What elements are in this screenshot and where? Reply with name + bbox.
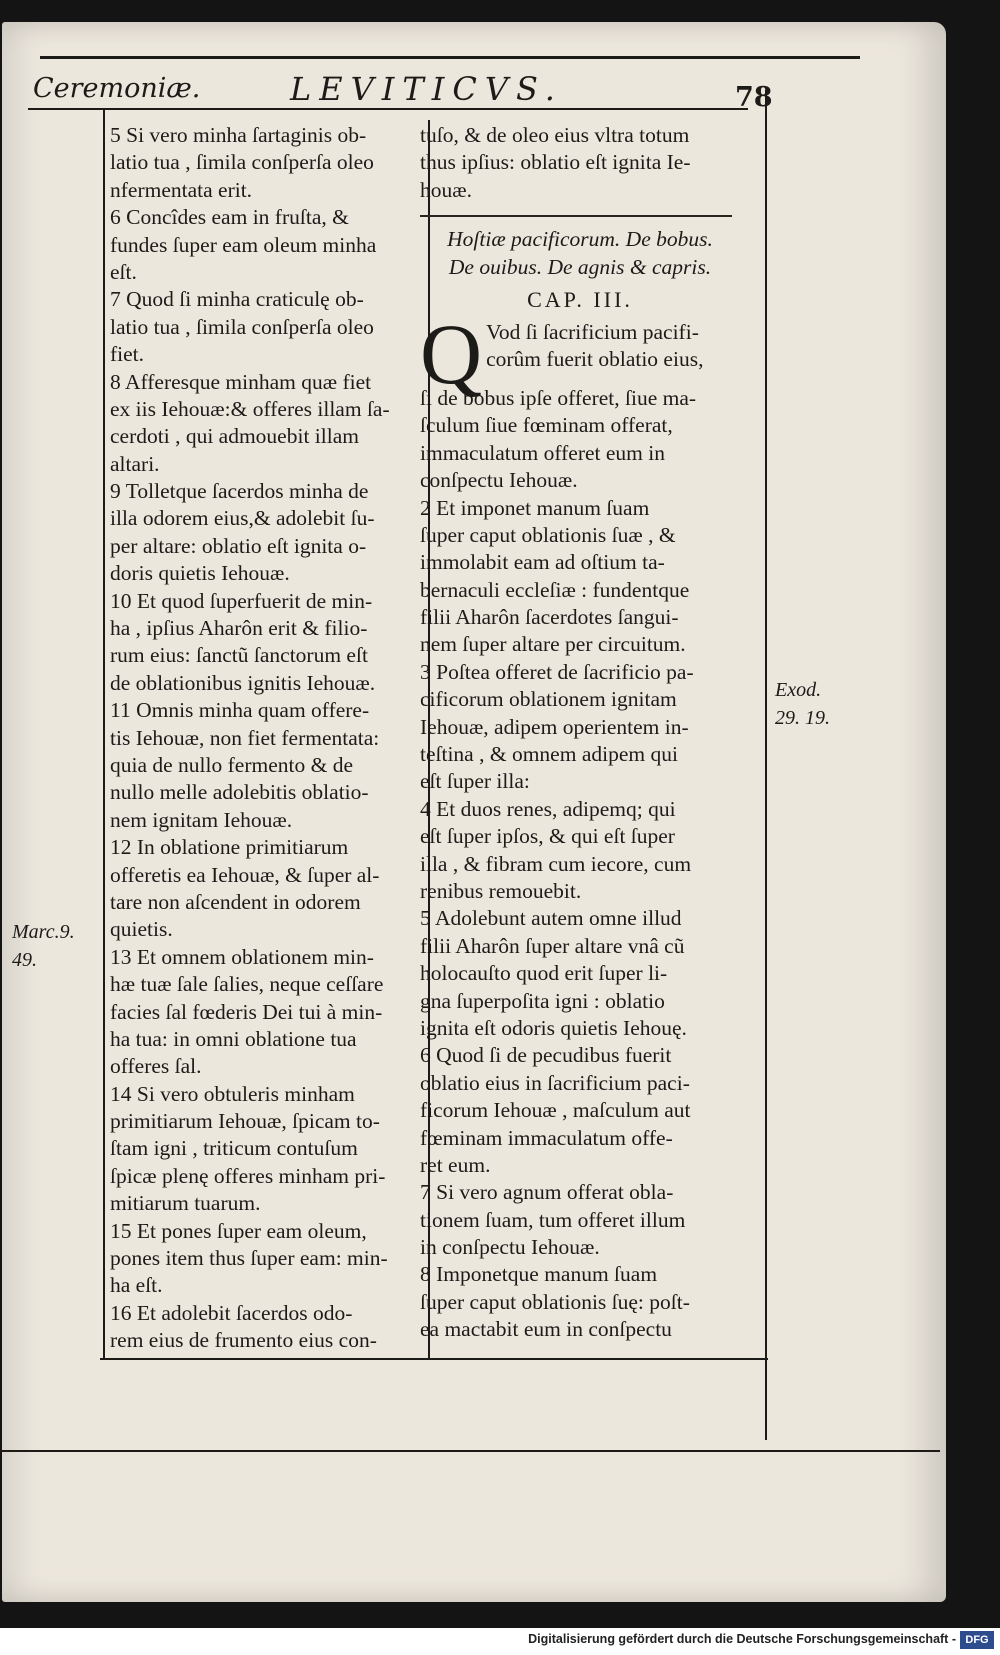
text-line: immolabit eam ad oſtium ta- [420, 550, 665, 575]
header-rule [28, 108, 748, 110]
text-line: per altare: oblatio eſt ignita o- [110, 533, 367, 558]
text-line: ret eum. [420, 1152, 491, 1177]
text-line: eſt ſuper illa: [420, 769, 530, 794]
margin-note-mark [12, 918, 75, 974]
text-line: 16 Et adolebit ſacerdos odo- [110, 1300, 353, 1325]
footer-rule [0, 1450, 940, 1452]
text-line: 13 Et omnem oblationem min- [110, 944, 374, 969]
text-line: eſt ſuper ipſos, & qui eſt ſuper [420, 824, 675, 849]
margin-note-exodus [775, 676, 830, 732]
text-line: 10 Et quod ſuperfuerit de min- [110, 588, 373, 613]
dfg-logo: DFG [960, 1631, 994, 1649]
bottom-rule [100, 1358, 768, 1360]
text-line: renibus remouebit. [420, 878, 582, 903]
text-line: mitiarum tuarum. [110, 1191, 261, 1216]
text-line: 2 Et imponet manum ſuam [420, 495, 650, 520]
margin-note-line: Marc.9. [12, 921, 75, 943]
text-line: ſtam igni , triticum contuſum [110, 1136, 358, 1161]
right-column-rule [765, 90, 767, 1440]
text-line: ex iis Iehouæ:& offeres illam ſa- [110, 396, 390, 421]
text-line: 5 Si vero minha ſartaginis ob- [110, 123, 367, 147]
text-line: holocauſto quod erit ſuper li- [420, 961, 668, 986]
text-line: illa , & fibram cum iecore, cum [420, 851, 692, 876]
section-title [420, 226, 740, 281]
text-line: fundes ſuper eam oleum minha [110, 232, 377, 257]
text-line: ha tua: in omni oblatione tua [110, 1026, 357, 1051]
text-line: nem ſuper altare per circuitum. [420, 632, 686, 657]
text-line: ſculum ſiue fœminam offerat, [420, 413, 673, 438]
text-line: facies ſal fœderis Dei tui à min- [110, 999, 383, 1024]
text-line: de oblationibus ignitis Iehouæ. [110, 670, 376, 695]
text-line: 14 Si vero obtuleris minham [110, 1081, 355, 1106]
right-text-column [420, 122, 740, 1344]
text-line: ha , ipſius Aharôn erit & filio- [110, 616, 368, 641]
text-line: rem eius de frumento eius con- [110, 1328, 377, 1353]
text-line: ea mactabit eum in conſpectu [420, 1317, 672, 1342]
text-line: ficorum Iehouæ , maſculum aut [420, 1098, 691, 1123]
text-line: cerdoti , qui admouebit illam [110, 424, 359, 449]
text-line: houæ. [420, 177, 472, 202]
text-line: latio tua , ſimila conſperſa oleo [110, 314, 374, 339]
text-line: primitiarum Iehouæ, ſpicam to- [110, 1109, 380, 1134]
text-line: 3 Poſtea offeret de ſacrificio pa- [420, 659, 694, 684]
text-line: quietis. [110, 917, 173, 942]
text-line: Vod ſi ſacrificium pacifi- [486, 319, 699, 344]
text-line: tuſo, & de oleo eius vltra totum [420, 123, 690, 147]
text-line: 5 Adolebunt autem omne illud [420, 906, 682, 931]
text-line: ſuper caput oblationis ſuę: poſt- [420, 1289, 690, 1314]
text-line: 4 Et duos renes, adipemq; qui [420, 796, 676, 821]
text-line: pones item thus ſuper eam: min- [110, 1246, 388, 1271]
text-line: tionem ſuam, tum offeret illum [420, 1207, 686, 1232]
text-line: 7 Si vero agnum offerat obla- [420, 1180, 674, 1205]
text-line: in conſpectu Iehouæ. [420, 1235, 600, 1260]
running-head: Ceremoniæ. [33, 73, 201, 104]
text-line: tis Iehouæ, non fiet fermentata: [110, 725, 380, 750]
text-line: ſpicæ plenę offeres minham pri- [110, 1163, 386, 1188]
text-line: 11 Omnis minha quam offere- [110, 698, 370, 723]
text-line: 8 Afferesque minham quæ fiet [110, 369, 372, 394]
text-line: immaculatum offeret eum in [420, 440, 665, 465]
text-line: 15 Et pones ſuper eam oleum, [110, 1218, 367, 1243]
text-line: bernaculi eccleſiæ : fundentque [420, 577, 690, 602]
text-line: conſpectu Iehouæ. [420, 468, 578, 493]
text-line: 6 Quod ſi de pecudibus fuerit [420, 1043, 672, 1068]
text-line: 6 Concîdes eam in fruſta, & [110, 205, 349, 230]
section-title-line: De ouibus. De agnis & capris. [448, 254, 712, 279]
text-line: filii Aharôn ſuper altare vnâ cũ [420, 933, 685, 958]
text-line: nfermentata erit. [110, 177, 253, 202]
text-line: cificorum oblationem ignitam [420, 687, 677, 712]
chapter-heading: CAP. III. [527, 286, 633, 312]
drop-cap: Q [420, 305, 483, 402]
section-separator [420, 204, 740, 226]
text-line: corûm fuerit oblatio eius, [486, 347, 704, 372]
text-line: teſtina , & omnem adipem qui [420, 742, 678, 767]
text-line: ignita eſt odoris quietis Iehouę. [420, 1015, 687, 1040]
text-line: nullo melle adolebitis oblatio- [110, 780, 369, 805]
chapter-body [420, 385, 740, 1344]
text-line: eſt. [110, 259, 137, 284]
text-line: 12 In oblatione primitiarum [110, 835, 349, 860]
text-line: ha eſt. [110, 1273, 163, 1298]
text-line: tare non aſcendent in odorem [110, 889, 361, 914]
margin-note-line: 29. 19. [775, 707, 830, 729]
text-line: ſuper caput oblationis ſuæ , & [420, 522, 676, 547]
text-line: rum eius: ſanctũ ſanctorum eſt [110, 643, 368, 668]
footer-credit: Digitalisierung gefördert durch die Deutsche Forschungsgemeinschaft - [528, 1632, 956, 1646]
margin-note-line: Exod. [775, 679, 822, 701]
page-title: LEVITICVS. [290, 70, 563, 108]
text-line: 8 Imponetque manum ſuam [420, 1262, 658, 1287]
text-line: ſi de bobus ipſe offeret, ſiue ma- [420, 385, 697, 410]
text-line: 9 Tolletque ſacerdos minha de [110, 479, 369, 504]
text-line: hæ tuæ ſale ſalies, neque ceſſare [110, 972, 384, 997]
text-line: offeres ſal. [110, 1054, 202, 1079]
text-line: nem ignitam Iehouæ. [110, 807, 293, 832]
text-line: latio tua , ſimila conſperſa oleo [110, 150, 374, 175]
left-text-column [110, 122, 420, 1355]
text-line: doris quietis Iehouæ. [110, 561, 290, 586]
text-line: gna ſuperpoſita igni : oblatio [420, 988, 665, 1013]
top-rule [40, 56, 860, 59]
text-line: oblatio eius in ſacrificium paci- [420, 1070, 690, 1095]
text-line: Iehouæ, adipem operientem in- [420, 714, 689, 739]
section-title-line: Hoſtiæ pacificorum. De bobus. [447, 227, 713, 252]
continued-text [420, 122, 740, 204]
left-column-rule [103, 108, 105, 1358]
page-number: 78 [735, 82, 773, 113]
text-line: filii Aharôn ſacerdotes ſangui- [420, 605, 679, 630]
margin-note-line: 49. [12, 949, 37, 971]
text-line: altari. [110, 451, 160, 476]
text-line: fœminam immaculatum offe- [420, 1125, 673, 1150]
text-line: quia de nullo fermento & de [110, 752, 353, 777]
text-line: 7 Quod ſi minha craticulę ob- [110, 287, 364, 312]
text-line: fiet. [110, 342, 145, 367]
text-line: thus ipſius: oblatio eſt ignita Ie- [420, 150, 691, 175]
text-line: illa odorem eius,& adolebit ſu- [110, 506, 375, 531]
text-line: offeretis ea Iehouæ, & ſuper al- [110, 862, 380, 887]
